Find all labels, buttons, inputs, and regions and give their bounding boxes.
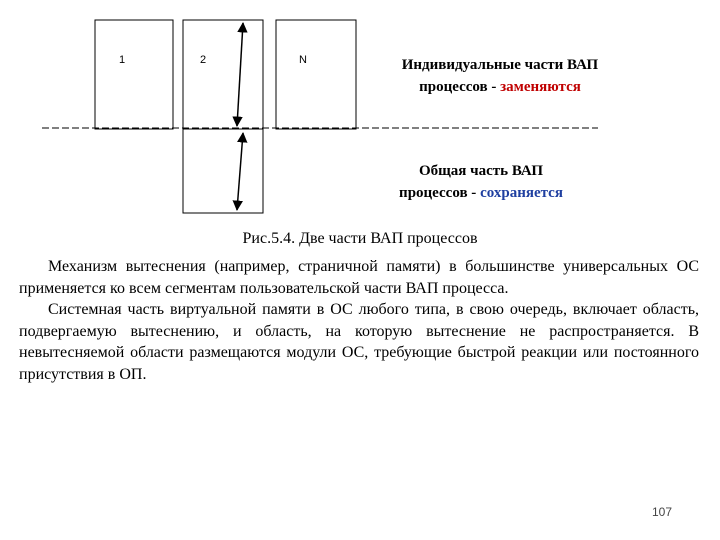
common-part-line2-prefix: процессов - xyxy=(399,185,481,201)
body-text xyxy=(19,256,699,385)
common-part-arrow xyxy=(237,133,243,210)
paragraph-2: Системная часть виртуальной памяти в ОС любого типа, в свою очередь, включает область, подвергаемую вытеснению, и область, на которую вытеснение не распространяется. В невытесняемой области размещаются модули ОС, требующие быстрой реакции или постоянного присутствия в ОП. xyxy=(19,301,699,383)
individual-parts-label xyxy=(365,54,635,98)
common-part-line1: Общая часть ВАП xyxy=(418,163,544,179)
individual-parts-line1: Индивидуальные части ВАП xyxy=(401,57,599,73)
process-box-2 xyxy=(183,20,263,129)
common-part-box xyxy=(183,129,263,213)
individual-part-arrow xyxy=(237,23,243,126)
process-box-n xyxy=(276,20,356,129)
page-number: 107 xyxy=(652,505,673,519)
individual-parts-line2-prefix: процессов - xyxy=(419,79,501,95)
individual-parts-line2 xyxy=(365,76,635,98)
individual-parts-accent: заменяются xyxy=(500,79,581,95)
process-box-1 xyxy=(95,20,173,129)
box-label-n: N xyxy=(299,54,307,66)
box-label-1: 1 xyxy=(119,54,126,66)
box-label-2: 2 xyxy=(200,54,207,66)
paragraph-1: Механизм вытеснения (например, страничной памяти) в большинстве универсальных ОС применяется ко всем сегментам пользовательской части ВАП процесса. xyxy=(19,258,699,297)
figure-caption: Рис.5.4. Две части ВАП процессов xyxy=(242,230,478,247)
common-part-label xyxy=(346,160,616,204)
common-part-line2 xyxy=(346,182,616,204)
common-part-accent: сохраняется xyxy=(480,185,563,201)
